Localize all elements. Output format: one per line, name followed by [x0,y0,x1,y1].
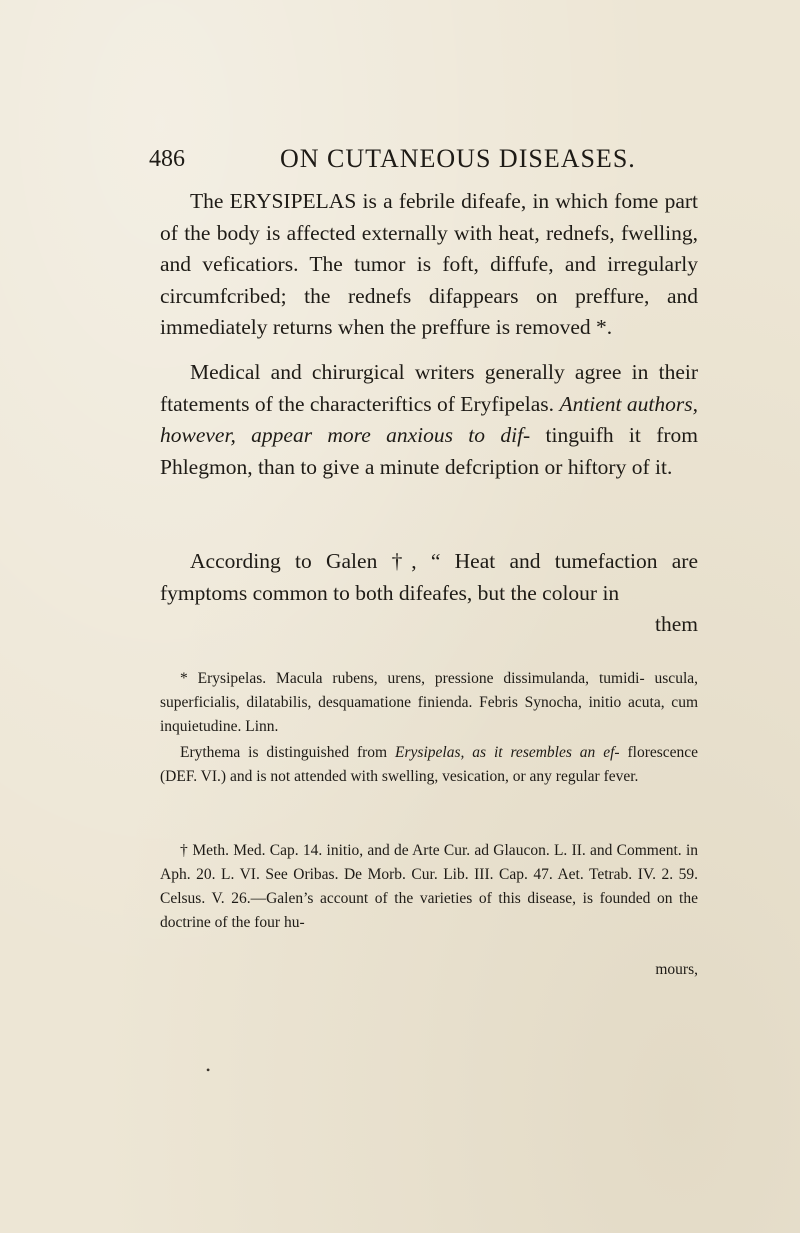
paragraph-1-text: The ERYSIPELAS is a febrile difeafe, in which fome part of the body is affected externally with heat, rednefs, fwelling, and veficatiors. The tumor is foft, diffufe, and irregularly circumfcribed; the rednefs difappears on preffure, and immediately returns when the preffure is removed *. [160,189,698,339]
paragraph-3-text: According to Galen †, “ Heat and tumefaction are fymptoms common to both difeafes, but the colour in [160,549,698,605]
footnote-1-text: * Erysipelas. Macula rubens, urens, pressione dissimulanda, tumidi- uscula, superficialis, dilatabilis, desquamatione finienda. Febris Synocha, initio acuta, cum inquietudine. Linn. [160,670,698,735]
footnote-catchword: mours, [655,961,698,978]
footnote-2-text [160,741,698,789]
footnote-galen-references [160,839,698,935]
page-header [149,142,712,178]
paragraph-2-italic: Antient authors, however, appear more anxious to dif- [160,391,699,447]
paragraph-erysipelas-definition [160,186,698,344]
page-number: 486 [149,146,185,172]
footnote-2-start: Erythema is distinguished from [180,744,388,761]
paragraph-galen [160,546,698,609]
footnote-linnaeus [160,667,698,739]
footnote-erythema [160,741,698,789]
ink-speck: • [206,1063,211,1077]
running-head: ON CUTANEOUS DISEASES. [280,144,636,173]
paragraph-2-rest: tinguifh it from Phlegmon, than to give a minute defcription or hiftory of it. [160,423,698,479]
body-catchword: them [655,612,698,636]
paragraph-2-roman: Medical and chirurgical writers generally agree in their ftatements of the characteriftics of Eryfipelas. [160,360,698,416]
footnote-2-italic: Erysipelas, as it resembles an ef- [395,744,620,761]
footnote-2-end: florescence (DEF. VI.) and is not attended with swelling, vesication, or any regular fever. [160,744,699,785]
paragraph-2-text [160,357,698,483]
paragraph-writers-agree [160,357,698,483]
footnote-3-text: † Meth. Med. Cap. 14. initio, and de Arte Cur. ad Glaucon. L. II. and Comment. in Aph. 20. L. VI. See Oribas. De Morb. Cur. Lib. III. Cap. 47. Aet. Tetrab. IV. 2. 59. Celsus. V. 26.—Galen’s account of the varieties of this disease, is founded on the doctrine of the four hu- [160,842,698,931]
